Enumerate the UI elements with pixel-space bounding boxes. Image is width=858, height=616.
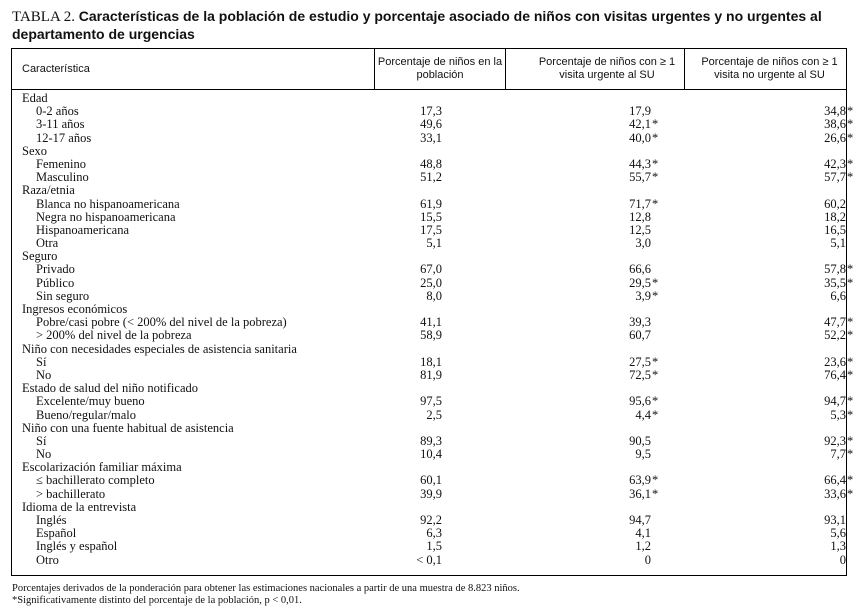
cell-v1: 5,1 — [426, 236, 442, 251]
significance-marker: * — [847, 407, 854, 422]
table-row — [12, 354, 854, 369]
cell-v3: 57,8 * — [824, 262, 854, 277]
significance-marker: * — [847, 354, 854, 369]
row-label: Sí — [36, 354, 47, 369]
cell-v3: 6,6 — [830, 288, 846, 303]
cell-v2: 17,9 — [629, 104, 651, 119]
row-label: ≤ bachillerato completo — [36, 473, 155, 488]
section-label: Edad — [22, 91, 48, 105]
footnote-weighting: Porcentajes derivados de la ponderación para obtener las estimaciones nacionales a partir de una muestra de 8.823 niños. — [12, 583, 520, 594]
header-divider — [505, 49, 506, 89]
cell-v1: 41,1 — [420, 315, 442, 330]
row-label: No — [36, 447, 52, 462]
cell-v1: 67,0 — [420, 262, 442, 277]
table-row — [12, 262, 854, 277]
cell-v1: 89,3 — [420, 433, 442, 448]
significance-marker: * — [847, 367, 854, 382]
significance-marker: * — [652, 170, 659, 185]
significance-marker: * — [652, 156, 659, 171]
row-label: > 200% del nivel de la pobreza — [36, 328, 192, 343]
cell-v1: 58,9 — [420, 328, 442, 343]
header-urgente: Porcentaje de niños con ≥ 1 visita urgente al SU — [538, 56, 676, 81]
section-label: Seguro — [22, 249, 58, 264]
cell-v1: 2,5 — [426, 407, 442, 422]
table-caption: Características de la población de estudio y porcentaje asociado de niños con visitas urgentes y no urgentes al departamento de urgencias — [12, 8, 822, 42]
cell-v3: 16,5 — [824, 222, 846, 237]
significance-marker: * — [652, 130, 659, 145]
cell-v2: 95,6 * — [629, 394, 659, 409]
table-row — [12, 540, 846, 553]
cell-v2: 3,9 * — [635, 288, 659, 303]
cell-v3: 26,6 * — [824, 130, 854, 145]
cell-v2: 60,7 — [629, 328, 651, 343]
section-label: Sexo — [22, 143, 47, 158]
significance-marker: * — [652, 486, 659, 501]
significance-marker: * — [847, 117, 854, 132]
significance-marker: * — [652, 117, 659, 132]
significance-marker: * — [652, 354, 659, 369]
significance-marker: * — [847, 486, 854, 501]
cell-v2: 9,5 — [635, 447, 651, 462]
significance-marker: * — [847, 170, 854, 185]
cell-v2: 44,3 * — [629, 156, 659, 171]
table-row — [12, 130, 854, 145]
section-label: Niño con una fuente habitual de asistencia — [22, 420, 234, 435]
cell-v2: 3,0 — [635, 236, 651, 251]
table-row — [12, 237, 846, 250]
section-label: Idioma de la entrevista — [22, 499, 137, 514]
header-no-urgente: Porcentaje de niños con ≥ 1 visita no urgente al SU — [701, 56, 838, 81]
cell-v1: 33,1 — [420, 130, 442, 145]
header-divider — [684, 49, 685, 89]
cell-v3: 92,3 * — [824, 433, 854, 448]
cell-v3: 60,2 — [824, 196, 846, 211]
cell-v3: 42,3 * — [824, 156, 854, 171]
section-label: Ingresos económicos — [22, 302, 128, 316]
section-label: Estado de salud del niño notificado — [22, 381, 199, 396]
cell-v2: 72,5 * — [629, 367, 659, 382]
cell-v2: 12,8 — [629, 209, 651, 224]
row-label: Negra no hispanoamericana — [36, 209, 176, 224]
significance-marker: * — [847, 104, 854, 119]
row-label: Femenino — [36, 156, 86, 171]
table-footnotes — [12, 583, 520, 607]
significance-marker: * — [847, 315, 854, 330]
significance-marker: * — [847, 473, 854, 488]
cell-v3: 7,7 * — [830, 447, 854, 462]
cell-v1: 17,5 — [420, 222, 442, 237]
significance-marker: * — [652, 196, 659, 211]
cell-v2: 12,5 — [629, 222, 651, 237]
cell-v3: 76,4 * — [824, 367, 854, 382]
significance-marker: * — [847, 262, 854, 277]
cell-v1: 60,1 — [420, 473, 442, 488]
significance-marker: * — [652, 288, 659, 303]
cell-v2: 27,5 * — [629, 354, 659, 369]
cell-v1: 61,9 — [420, 196, 442, 211]
table-body — [12, 91, 854, 567]
row-label: Sí — [36, 433, 47, 448]
table-row — [12, 407, 854, 422]
cell-v2: 36,1 * — [629, 486, 659, 501]
table-row — [12, 211, 846, 224]
cell-v2: 90,5 — [629, 433, 651, 448]
cell-v1: 97,5 — [420, 394, 442, 409]
cell-v2: 94,7 — [629, 513, 651, 527]
table-title — [12, 8, 848, 44]
cell-v1: 81,9 — [420, 367, 442, 382]
cell-v3: 34,8 * — [824, 104, 854, 119]
table-row — [12, 275, 854, 290]
row-label: > bachillerato — [36, 486, 106, 501]
cell-v2: 0 — [644, 552, 651, 567]
significance-marker: * — [847, 130, 854, 145]
cell-v3: 57,7 * — [824, 170, 854, 185]
significance-marker: * — [652, 407, 659, 422]
cell-v3: 94,7 * — [824, 394, 854, 409]
table-row — [12, 394, 854, 409]
cell-v3: 18,2 — [824, 209, 846, 224]
table-number: TABLA 2. — [12, 9, 75, 25]
header-poblacion: Porcentaje de niños en la población — [377, 56, 503, 81]
cell-v3: 33,6 * — [824, 486, 854, 501]
row-label: 12-17 años — [36, 130, 92, 145]
table-row — [12, 170, 854, 185]
row-label: Blanca no hispanoamericana — [36, 196, 180, 211]
row-label: Excelente/muy bueno — [36, 394, 145, 409]
cell-v3: 38,6 * — [824, 117, 854, 132]
cell-v3: 93,1 — [824, 513, 846, 527]
cell-v2: 4,4 * — [635, 407, 659, 422]
section-header-row — [12, 145, 846, 158]
table-header — [12, 49, 846, 90]
significance-marker: * — [847, 447, 854, 462]
data-table — [11, 48, 854, 576]
cell-v1: 18,1 — [420, 354, 442, 369]
table-row — [12, 290, 846, 303]
cell-v3: 0 — [839, 552, 846, 567]
cell-v2: 4,1 — [635, 526, 651, 541]
row-label: Privado — [36, 262, 75, 277]
row-label: Público — [36, 275, 75, 290]
cell-v1: 6,3 — [426, 526, 442, 541]
significance-marker: * — [652, 394, 659, 409]
cell-v1: 15,5 — [420, 209, 442, 224]
row-label: No — [36, 367, 52, 382]
cell-v1: 10,4 — [420, 447, 442, 462]
section-header-row — [12, 422, 846, 435]
significance-marker: * — [652, 275, 659, 290]
significance-marker: * — [847, 328, 854, 343]
cell-v3: 5,3 * — [830, 407, 854, 422]
cell-v1: 49,6 — [420, 117, 442, 132]
cell-v3: 66,4 * — [824, 473, 854, 488]
section-header-row — [12, 343, 846, 356]
row-label: Inglés — [36, 513, 67, 527]
cell-v2: 71,7 * — [629, 196, 659, 211]
cell-v3: 5,6 — [830, 526, 846, 541]
cell-v3: 35,5 * — [824, 275, 854, 290]
row-label: Pobre/casi pobre (< 200% del nivel de la pobreza) — [36, 315, 287, 330]
cell-v1: 8,0 — [426, 288, 442, 303]
cell-v1: 17,3 — [420, 104, 442, 119]
significance-marker: * — [847, 433, 854, 448]
cell-v2: 40,0 * — [629, 130, 659, 145]
cell-v3: 47,7 * — [824, 315, 854, 330]
cell-v2: 39,3 — [629, 315, 651, 330]
row-label: Otra — [36, 236, 59, 251]
row-label: Inglés y español — [36, 539, 118, 554]
table-row — [12, 117, 854, 132]
significance-marker: * — [847, 394, 854, 409]
table-row — [12, 198, 846, 211]
cell-v1: 1,5 — [426, 539, 442, 554]
cell-v3: 1,3 — [830, 539, 846, 554]
cell-v1: 48,8 — [420, 156, 442, 171]
row-label: Español — [36, 526, 77, 541]
table-row — [12, 473, 854, 488]
row-label: Masculino — [36, 170, 89, 185]
table-row — [12, 486, 854, 501]
section-label: Escolarización familiar máxima — [22, 460, 182, 475]
cell-v3: 52,2 * — [824, 328, 854, 343]
significance-marker: * — [652, 473, 659, 488]
cell-v3: 5,1 — [830, 236, 846, 251]
cell-v1: 92,2 — [420, 513, 442, 527]
cell-v1: 25,0 — [420, 275, 442, 290]
row-label: 3-11 años — [36, 117, 85, 132]
cell-v1: 51,2 — [420, 170, 442, 185]
row-label: Otro — [36, 552, 59, 567]
section-label: Niño con necesidades especiales de asistencia sanitaria — [22, 341, 297, 356]
table-row — [12, 328, 854, 343]
section-label: Raza/etnia — [22, 183, 75, 198]
row-label: 0-2 años — [36, 104, 79, 119]
cell-v2: 29,5 * — [629, 275, 659, 290]
cell-v1: < 0,1 — [416, 552, 442, 567]
header-caracteristica: Característica — [22, 62, 90, 75]
significance-marker: * — [847, 275, 854, 290]
cell-v3: 23,6 * — [824, 354, 854, 369]
significance-marker: * — [847, 156, 854, 171]
cell-v1: 39,9 — [420, 486, 442, 501]
cell-v2: 63,9 * — [629, 473, 659, 488]
row-label: Sin seguro — [36, 288, 90, 303]
row-label: Hispanoamericana — [36, 222, 130, 237]
table-row — [12, 554, 846, 567]
cell-v2: 55,7 * — [629, 170, 659, 185]
cell-v2: 42,1 * — [629, 117, 659, 132]
cell-v2: 66,6 — [629, 262, 651, 277]
cell-v2: 1,2 — [635, 539, 651, 554]
footnote-significance: *Significativamente distinto del porcentaje de la población, p < 0,01. — [12, 595, 302, 606]
row-label: Bueno/regular/malo — [36, 407, 136, 422]
section-header-row — [12, 184, 846, 197]
significance-marker: * — [652, 367, 659, 382]
